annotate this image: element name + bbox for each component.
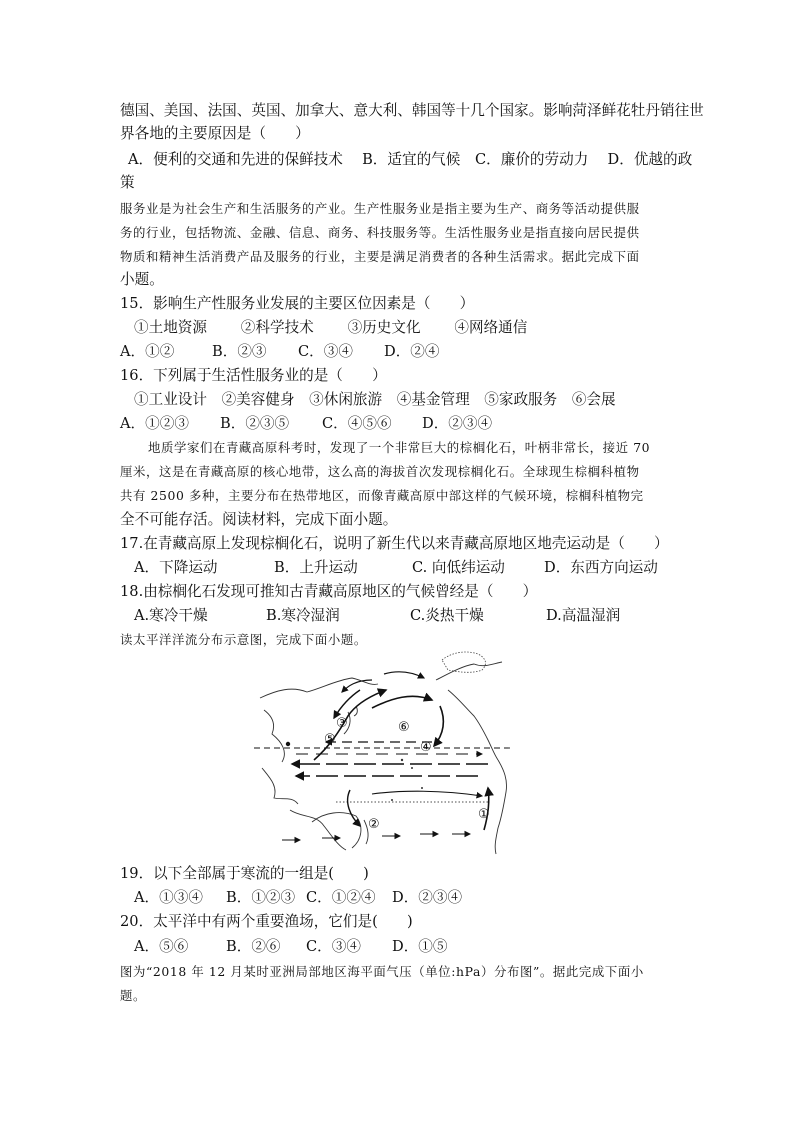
south-return-flow (372, 791, 482, 796)
q19-answer-row (134, 888, 462, 908)
map-label-6: ⑥ (398, 720, 410, 735)
q20-option-c[interactable]: C．③④ (306, 938, 361, 955)
passage1-line1: 服务业是为社会生产和生活服务的产业。生产性服务业是指主要为生产、商务等活动提供服 (120, 201, 640, 216)
passage2-line2: 厘米，这是在青藏高原的核心地带，这么高的海拔首次发现棕榈化石。全球现生棕榈科植物 (120, 464, 640, 479)
passage3-line1: 图为“2018 年 12 月某时亚洲局部地区海平面气压（单位:hPa）分布图”。据此完成下面小 (120, 964, 644, 979)
q19-stem: 19．以下全部属于寒流的一组是( ) (120, 865, 369, 882)
map-label-2: ② (368, 817, 380, 832)
q17-stem: 17.在青藏高原上发现棕榈化石，说明了新生代以来青藏高原地区地壳运动是（ ） (120, 535, 669, 552)
q20-option-d[interactable]: D．①⑤ (392, 938, 448, 955)
q16-option-d[interactable]: D．②③④ (422, 415, 493, 432)
q15-stem: 15．影响生产性服务业发展的主要区位因素是（ ） (120, 295, 475, 312)
q18-option-b[interactable]: B.寒冷湿润 (266, 607, 340, 624)
q17-option-d[interactable]: D．东西方向运动 (544, 559, 658, 576)
passage2-line3: 共有 2500 多种，主要分布在热带地区，而像青藏高原中部这样的气候环境，棕榈科植物完 (120, 488, 644, 503)
q16-option-c[interactable]: C．④⑤⑥ (322, 415, 392, 432)
q18-option-c[interactable]: C.炎热干燥 (410, 607, 484, 624)
q16-items: ①工业设计 ②美容健身 ③休闲旅游 ④基金管理 ⑤家政服务 ⑥会展 (134, 391, 616, 408)
q15-option-c[interactable]: C．③④ (298, 343, 353, 360)
q19-option-d[interactable]: D．②③④ (392, 889, 463, 906)
pacific-currents-map (252, 650, 522, 855)
q17-option-b[interactable]: B．上升运动 (274, 559, 358, 576)
south-america-coastline (495, 760, 506, 854)
alaska-current (342, 680, 372, 692)
passage1-line4: 小题。 (120, 271, 164, 288)
q15-items: ①土地资源 ②科学技术 ③历史文化 ④网络通信 (134, 319, 528, 336)
map-label-4: ④ (420, 740, 432, 755)
q15-option-a[interactable]: A．①② (120, 343, 175, 360)
q14-stem-line1: 德国、美国、法国、英国、加拿大、意大利、韩国等十几个国家。影响菏泽鲜花牡丹销往世 (120, 102, 704, 119)
map-label-1: ① (478, 807, 490, 822)
q17-option-a[interactable]: A．下降运动 (134, 559, 218, 576)
q19-option-c[interactable]: C．①②④ (306, 889, 376, 906)
q19-option-b[interactable]: B．①②③ (226, 889, 296, 906)
q20-option-b[interactable]: B．②⑥ (226, 938, 281, 955)
q20-stem: 20．太平洋中有两个重要渔场，它们是( ) (120, 913, 413, 930)
north-america-coastline (436, 662, 502, 760)
q15-option-b[interactable]: B．②③ (212, 343, 267, 360)
arctic-landmass (442, 652, 485, 672)
q18-option-a[interactable]: A.寒冷干燥 (134, 607, 208, 624)
q16-option-b[interactable]: B．②③⑤ (220, 415, 290, 432)
passage3-line2: 题。 (120, 988, 146, 1003)
q20-answer-row (134, 937, 447, 957)
map-label-5: ⑤ (324, 732, 336, 747)
q15-option-d[interactable]: D．②④ (384, 343, 440, 360)
q14-options-line2: 策 (120, 174, 135, 191)
map-intro: 读太平洋洋流分布示意图，完成下面小题。 (120, 632, 367, 647)
q16-stem: 16．下列属于生活性服务业的是（ ） (120, 367, 387, 384)
q14-stem-line2: 界各地的主要原因是（ ） (120, 125, 310, 142)
q14-options-line1: A．便利的交通和先进的保鲜技术 B．适宜的气候 C．廉价的劳动力 D．优越的政 (128, 151, 693, 168)
q18-stem: 18.由棕榈化石发现可推知古青藏高原地区的气候曾经是（ ） (120, 583, 538, 600)
q16-option-a[interactable]: A．①②③ (120, 415, 189, 432)
q18-option-d[interactable]: D.高温湿润 (546, 607, 621, 624)
map-label-3: ③ (336, 716, 348, 731)
north-pacific-current (372, 696, 432, 708)
q17-answer-row (134, 558, 658, 578)
q16-answer-row (120, 414, 492, 434)
passage2-line1: 地质学家们在青藏高原科考时，发现了一个非常巨大的棕榈化石，叶柄非常长，接近 70 (148, 440, 651, 455)
q18-answer-row (134, 606, 620, 626)
passage1-line2: 务的行业，包括物流、金融、信息、商务、科技服务等。生活性服务业是指直接向居民提供 (120, 225, 640, 240)
passage2-line4: 全不可能存活。阅读材料，完成下面小题。 (120, 511, 398, 528)
q17-option-c[interactable]: C. 向低纬运动 (412, 559, 505, 576)
q15-answer-row (120, 342, 439, 362)
east-australian-current (348, 790, 360, 826)
north-flow-top (384, 672, 424, 678)
q20-option-a[interactable]: A．⑤⑥ (134, 938, 189, 955)
passage1-line3: 物质和精神生活消费产品及服务的行业，主要是满足消费者的各种生活需求。据此完成下面 (120, 249, 640, 264)
q19-option-a[interactable]: A．①③④ (134, 889, 203, 906)
